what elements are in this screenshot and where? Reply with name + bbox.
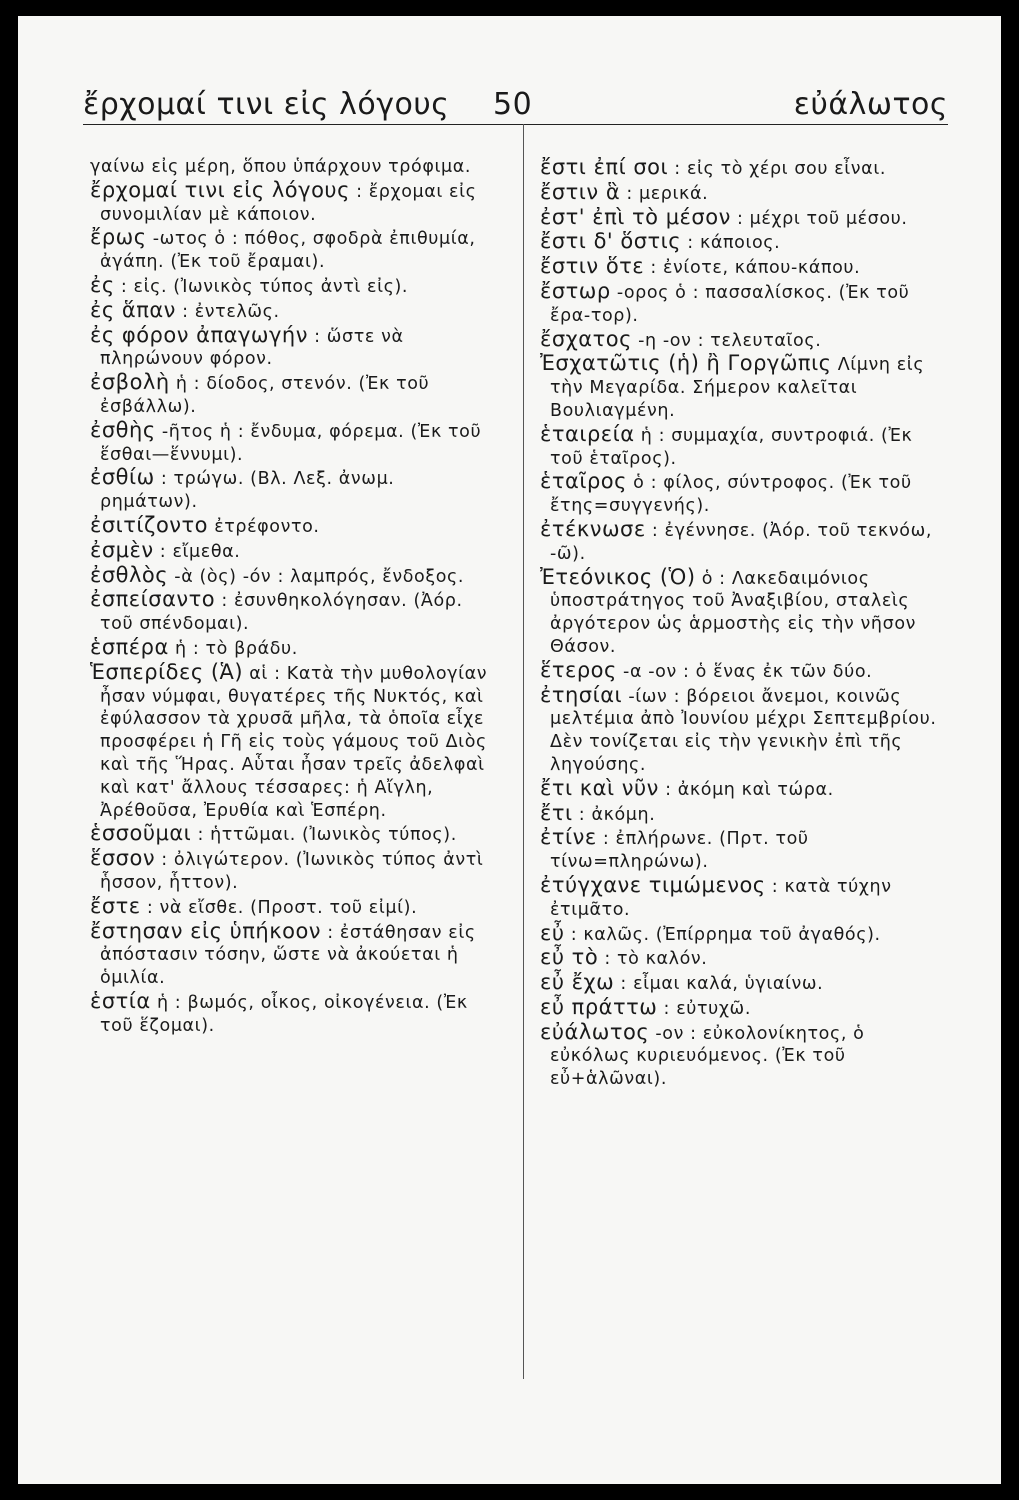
entry-headword: ἐσβολὴ [90,370,170,395]
dictionary-entry [90,588,490,636]
entry-headword: εὖ πράττω [540,994,658,1019]
entry-headword: ἐσθὴς [90,417,156,442]
entry-definition: : ἀκόμη καὶ τώρα. [665,779,834,800]
entry-headword: ἔτι καὶ νῦν [540,775,659,800]
dictionary-entry [540,1021,948,1091]
entry-headword: ἐτησίαι [540,682,623,707]
entry-headword: ἔστωρ [540,278,611,303]
entry-definition: : ὀλιγώτερον. (Ἰωνικὸς τύπος ἀντὶ ἧσσον, ἧττον). [100,850,484,893]
entry-definition: : ἐπλήρωνε. (Πρτ. τοῦ τίνω=πληρώνω). [550,829,809,873]
dictionary-entry [540,971,948,996]
entry-definition: -α -ον : ὁ ἕνας ἐκ τῶν δύο. [623,661,873,682]
dictionary-entry [540,946,948,971]
entry-headword: ἔστησαν εἰς ὑπήκοον [90,918,322,943]
entry-headword: ἑσσοῦμαι [90,821,192,846]
entry-headword: ἕσσον [90,846,156,871]
dictionary-entry [540,230,948,255]
dictionary-entry [540,777,948,802]
entry-definition: -ῆτος ἡ : ἔνδυμα, φόρεμα. (Ἐκ τοῦ ἕσθαι—ἕννυμι). [100,421,482,465]
entry-definition: γαίνω εἰς μέρη, ὅπου ὑπάρχουν τρόφιμα. [90,157,472,177]
entry-definition: : εὐτυχῶ. [663,998,751,1019]
entry-definition: : μέχρι τοῦ μέσου. [736,208,908,229]
dictionary-entry [540,156,948,181]
entry-headword: ἐσμὲν [90,537,154,562]
dictionary-entry [90,324,490,372]
entry-headword: ἐτίνε [540,825,597,850]
entry-headword: ἑσπέρα [90,634,169,659]
header-left-guideword: ἔρχομαί τινι εἰς λόγους [83,87,450,122]
entry-headword: ἐτέκνωσε [540,516,646,541]
dictionary-entry [540,280,948,328]
entry-definition: : ἐστάθησαν εἰς ἀπόστασιν τόσην, ὥστε νὰ ἀκούεται ἡ ὁμιλία. [100,922,476,989]
entry-headword: ἔτι [540,800,573,825]
entry-definition: : ἐγέννησε. (Ἀόρ. τοῦ τεκνόω, -ῶ). [550,520,933,564]
entry-headword: ἔρως [90,225,147,250]
entry-headword: ἔστε [90,893,141,918]
left-column [90,156,490,1037]
dictionary-entry [90,179,490,227]
dictionary-entry [90,274,490,299]
entry-headword: Ἐτεόνικος (Ὁ) [540,564,696,589]
entry-headword: εὐάλωτος [540,1019,650,1044]
dictionary-entry [90,419,490,467]
entry-definition: : καλῶς. (Ἐπίρρημα τοῦ ἀγαθός). [570,924,881,945]
dictionary-entry [540,352,948,422]
entry-definition: Λίμνη εἰς τὴν Μεγαρίδα. Σήμερον καλεῖται Βουλιαγμένη. [550,355,925,421]
dictionary-entry [90,514,490,539]
entry-definition: -η -ον : τελευταῖος. [638,330,822,351]
dictionary-entry [90,895,490,920]
entry-definition: ὁ : Λακεδαιμόνιος ὑποστράτηγος τοῦ Ἀναξιβίου, σταλεὶς ἀργότερον ὡς ἁρμοστὴς εἰς τὴν νῆσον Θάσον. [550,568,917,657]
entry-definition: : εἴμεθα. [159,541,241,562]
entry-definition: αἱ : Κατὰ τὴν μυθολογίαν ἦσαν νύμφαι, θυγατέρες τῆς Νυκτός, καὶ ἐφύλασσον τὰ χρυσᾶ μῆλα, τὰ ὁποῖα εἶχε προσφέρει ἡ Γῆ εἰς τοὺς γάμους τοῦ Διὸς καὶ τῆς Ἥρας. Αὗται ἦσαν τρεῖς ἀδελφαὶ καὶ κατ' ἄλλους τέσσαρες: ἡ Αἴγλη, Ἀρέθοῦσα, Ἐρυθία καὶ Ἑσπέρη. [100,663,488,821]
dictionary-entry [540,181,948,206]
entry-headword: εὖ τὸ [540,945,599,970]
dictionary-entry [90,661,490,823]
dictionary-entry [90,539,490,564]
dictionary-entry [540,328,948,353]
dictionary-entry [540,874,948,922]
entry-definition: : ὥστε νὰ πληρώνουν φόρον. [100,326,404,370]
entry-definition: -ον : εὐκολονίκητος, ὁ εὐκόλως κυριευόμενος. (Ἐκ τοῦ εὖ+ἁλῶναι). [550,1023,865,1090]
entry-definition: : ἐνίοτε, κάπου-κάπου. [650,258,861,279]
entry-headword: ἐστ' ἐπὶ τὸ μέσον [540,204,731,229]
entry-definition: : εἰς τὸ χέρι σου εἶναι. [674,159,886,179]
entry-headword: ἔστι ἐπί σοι [540,155,669,179]
dictionary-entry [90,156,490,179]
entry-headword: ἐς ἅπαν [90,297,176,322]
entry-headword: ἕτερος [540,657,617,682]
header-right-guideword: εὐάλωτος [793,87,948,122]
entry-headword: εὖ [540,920,565,945]
entry-definition: : ἡττῶμαι. (Ἰωνικὸς τύπος). [197,825,457,846]
dictionary-entry [90,636,490,661]
dictionary-entry [90,920,490,990]
entry-definition: ὁ : φίλος, σύντροφος. (Ἐκ τοῦ ἔτης=συγγενής). [550,473,912,517]
entry-definition: ἐτρέφοντο. [214,516,320,537]
entry-definition: : ἐσυνθηκολόγησαν. (Ἀόρ. τοῦ σπένδομαι). [100,591,463,635]
running-header [83,74,948,125]
entry-definition: ἡ : δίοδος, στενόν. (Ἐκ τοῦ ἐσβάλλω). [100,374,430,417]
entry-definition: -ωτος ὁ : πόθος, σφοδρὰ ἐπιθυμία, ἀγάπη. (Ἐκ τοῦ ἔραμαι). [100,229,476,273]
dictionary-entry [540,802,948,827]
dictionary-entry [90,466,490,514]
dictionary-entry [540,684,948,777]
entry-definition: -ορος ὁ : πασσαλίσκος. (Ἐκ τοῦ ἔρα-τορ). [550,282,910,326]
entry-headword: ἔστι δ' ὅστις [540,229,682,254]
entry-headword: Ἑσπερίδες (Ἁ) [90,659,244,684]
dictionary-entry [90,822,490,847]
entry-definition: : ἀκόμη. [578,804,656,825]
entry-headword: ἔστιν ἃ [540,179,621,204]
entry-headword: Ἐσχατῶτις (ἡ) ἢ Γοργῶπις [540,351,832,376]
entry-definition: ἡ : τὸ βράδυ. [175,638,298,659]
dictionary-entry [90,564,490,589]
dictionary-entry [540,470,948,518]
column-divider [523,124,524,1379]
entry-definition: ἡ : βωμός, οἶκος, οἰκογένεια. (Ἐκ τοῦ ἕζομαι). [100,992,468,1036]
entry-headword: ἐσιτίζοντο [90,512,209,537]
entry-definition: -ὰ (ὸς) -όν : λαμπρός, ἔνδοξος. [174,566,465,587]
dictionary-entry [90,371,490,419]
entry-headword: ἔστιν ὅτε [540,254,645,279]
entry-headword: ἐς [90,272,115,297]
entry-headword: ἔρχομαί τινι εἰς λόγους [90,177,350,202]
right-column [540,156,948,1091]
entry-headword: ἑστία [90,988,151,1013]
dictionary-entry [90,299,490,324]
dictionary-entry [90,226,490,274]
entry-definition: : κάποιος. [687,233,781,254]
entry-definition: : μερικά. [626,183,709,204]
dictionary-entry [540,922,948,947]
dictionary-entry [90,990,490,1038]
entry-definition: : κατὰ τύχην ἐτιμᾶτο. [550,876,892,920]
entry-headword: ἐσπείσαντο [90,587,216,612]
entry-headword: ἔσχατος [540,326,632,351]
dictionary-entry [540,659,948,684]
entry-definition: : νὰ εἴσθε. (Προστ. τοῦ εἰμί). [146,897,418,918]
entry-definition: : τρώγω. (Βλ. Λεξ. ἀνωμ. ρημάτων). [100,469,395,513]
dictionary-entry [540,255,948,280]
dictionary-entry [540,518,948,566]
entry-definition: : εἶμαι καλά, ὑγιαίνω. [620,974,824,995]
entry-definition: : τὸ καλόν. [604,949,708,970]
entry-headword: ἑταιρεία [540,421,635,446]
entry-headword: ἐς φόρον ἀπαγωγήν [90,322,308,347]
dictionary-entry [540,996,948,1021]
dictionary-entry [540,423,948,471]
entry-headword: ἐσθίω [90,465,155,490]
entry-definition: : ἐντελῶς. [182,301,280,322]
dictionary-entry [540,566,948,659]
dictionary-page [18,16,1001,1484]
dictionary-entry [540,206,948,231]
page-number: 50 [493,87,533,122]
entry-headword: ἐτύγχανε τιμώμενος [540,872,766,897]
entry-definition: -ίων : βόρειοι ἄνεμοι, κοινῶς μελτέμια ἀπὸ Ἰουνίου μέχρι Σεπτεμβρίου. Δὲν τονίζεται εἰς τὴν γενικὴν ἐπὶ τῆς ληγούσης. [550,686,937,775]
entry-definition: : ἔρχομαι εἰς συνομιλίαν μὲ κάποιον. [100,181,477,225]
entry-headword: εὖ ἔχω [540,970,615,995]
entry-definition: : εἰς. (Ἰωνικὸς τύπος ἀντὶ εἰς). [120,276,409,297]
dictionary-entry [90,847,490,895]
entry-headword: ἐσθλὸς [90,562,169,587]
dictionary-entry [540,826,948,874]
entry-headword: ἑταῖρος [540,469,627,494]
entry-definition: ἡ : συμμαχία, συντροφιά. (Ἐκ τοῦ ἑταῖρος). [550,425,913,469]
